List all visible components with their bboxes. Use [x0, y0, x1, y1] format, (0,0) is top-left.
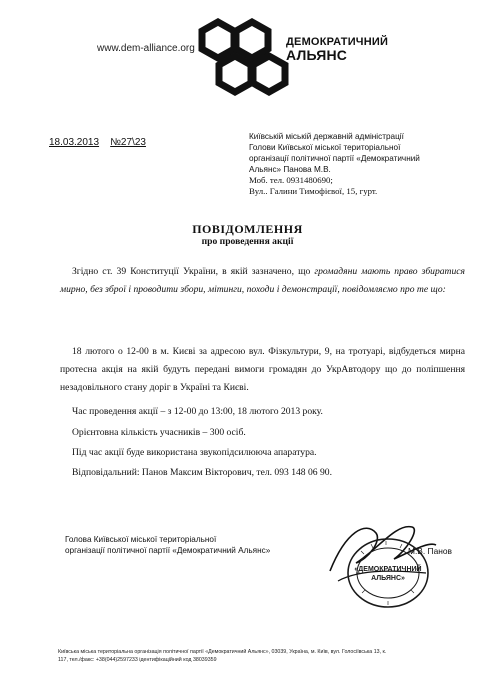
paragraph-event: 18 лютого о 12-00 в м. Києві за адресою вул. Фізкультури, 9, на тротуарі, відбудеться мирна протесна акція на якій будуть передані вимоги громадян до УкрАвтодору що до поліпшення незадовільного стану доріг в Україні та Києві.	[60, 346, 465, 393]
reference-number: №27\23	[110, 137, 146, 148]
footer-line: 117, тел./факс: +38(044)2597233 ідентифікаційний код 38039359	[58, 656, 217, 663]
official-stamp	[316, 511, 446, 611]
addressee-address: Вул.. Галини Тимофієвої, 15, гурт.	[249, 186, 378, 197]
addressee-line: організації політичної партії «Демократичний	[249, 154, 420, 164]
signatory-title-line: Голова Київської міської територіальної	[65, 535, 217, 544]
footer-line: Київська міська територіальна організація політичної партії «Демократичний Альянс», 03039, Україна, м. Київ, вул. Голосіївська 13, к.	[58, 649, 387, 655]
stamp-text: АЛЬЯНС»	[371, 575, 405, 582]
signatory-title	[65, 534, 315, 556]
addressee-block	[249, 131, 464, 198]
paragraph-equipment: Під час акції буде використана звукопідсилююча апаратура.	[72, 447, 317, 458]
paragraph-quote: громадяни мають право збиратися мирно, без зброї і проводити збори, мітинги, походи і демонстрації, повідомляємо про те що:	[60, 266, 465, 295]
logo-line2: АЛЬЯНС	[286, 47, 348, 63]
paragraph-constitution	[60, 263, 465, 299]
logo-line1: ДЕМОКРАТИЧНИЙ	[286, 36, 389, 48]
paragraph-time: Час проведення акції – з 12-00 до 13:00, 18 лютого 2013 року.	[72, 406, 323, 417]
reference-line	[49, 137, 146, 148]
stamp-text: «ДЕМОКРАТИЧНИЙ	[354, 566, 422, 573]
addressee-line: Голови Київської міської територіальної	[249, 143, 401, 153]
paragraph-text: Згідно ст. 39 Конституції України, в якій зазначено, що	[72, 266, 315, 277]
document-subtitle: про проведення акції	[201, 236, 294, 247]
website-url: www.dem-alliance.org	[97, 43, 195, 54]
paragraph-responsible: Відповідальний: Панов Максим Вікторович, тел. 093 148 06 90.	[72, 467, 332, 478]
logo-wordmark	[286, 36, 388, 62]
addressee-phone: Моб. тел. 0931480690;	[249, 175, 333, 186]
document-title: ПОВІДОМЛЕННЯ	[192, 222, 303, 236]
addressee-line: Альянс» Панова М.В.	[249, 165, 331, 175]
addressee-line: Київській міській державній адміністрації	[249, 132, 404, 141]
footer-contacts	[58, 649, 468, 664]
signatory-name: М.В. Панов	[408, 546, 452, 556]
signatory-title-line: організації політичної партії «Демократичний Альянс»	[65, 546, 271, 555]
reference-date: 18.03.2013	[49, 137, 100, 148]
paragraph-participants: Орієнтовна кількість учасників – 300 осіб.	[72, 427, 246, 438]
